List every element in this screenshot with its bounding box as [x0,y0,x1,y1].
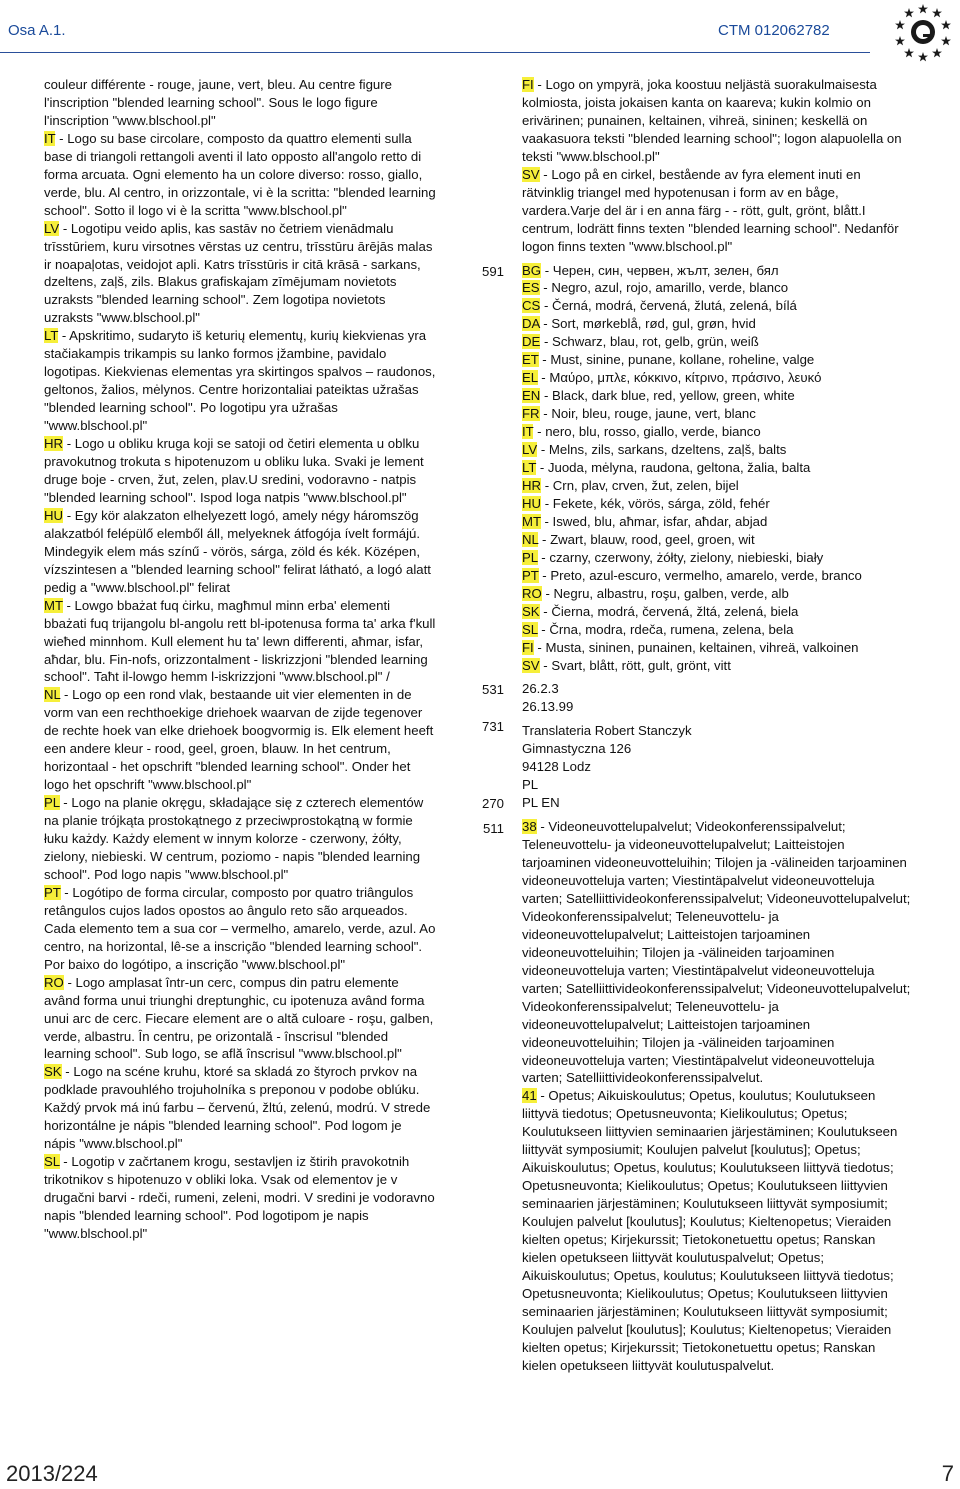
logo-description-hu: HU - Egy kör alakzaton elhelyezett logó, amely négy háromszög alakzatból felépülő elemből áll, melyeknek átfogója ívelt formájú. Mindegyik elem más színű - vörös, sárga, zöld és kék. Középen, vízszintesen a "blended learning school" felirat látható, a logó alatt pedig a "www.blschool.pl" felirat [44,507,431,595]
colour-entry-et: ET - Must, sinine, punane, kollane, roheline, valge [522,352,815,368]
logo-description-sl: SL - Logotip v začrtanem krogu, sestavljen iz štirih pravokotnih trikotnikov s hipotenuzo v obliki loka. Vsak od elementov je v drugačni barvi - rdeči, rumeni, zeleni, modri. V sredini je vodoravno napis "blended learning school". Pod logotipom je napis "www.blschool.pl" [44,1154,435,1241]
colour-entry-hr: HR - Crn, plav, crven, žut, zelen, bijel [522,477,739,493]
logo-description-pl: PL - Logo na planie okręgu, składające się z czterech elementów na planie trójkąta prostokątnego z przeciwprostokątną w formie łuku każdy. Każdy element w innym kolorze - czerwony, żółty, zielony, niebieski. W centrum, poziomo - napis "blended learning school". Pod logo napis "www.blschool.pl" [44,795,424,882]
language-code: IT [44,130,56,146]
field-number-731: 731 [481,719,504,734]
colour-entry-fr: FR - Noir, bleu, rouge, jaune, vert, blanc [522,406,756,422]
goods-and-services [522,818,912,1375]
colour-entry-lt: LT - Juoda, mėlyna, raudona, geltona, žalia, balta [522,460,811,476]
colour-list [522,262,912,675]
right-column [522,76,912,1375]
language-code: LV [44,220,60,236]
colour-entry-da: DA - Sort, mørkeblå, rød, gul, grøn, hvid [522,316,756,332]
colour-entry-pl: PL - czarny, czerwony, żółty, zielony, niebieski, biały [522,549,824,565]
colour-entry-de: DE - Schwarz, blau, rot, gelb, grün, weiß [522,334,759,350]
colour-entry-mt: MT - Iswed, blu, aħmar, isfar, aħdar, abjad [522,513,768,529]
logo-description-it: IT - Logo su base circolare, composto da quattro elementi sulla base di triangoli rettangoli aventi il lato opposto all'angolo retto di forma arcuata. Ogni elemento ha un colore diverso: rosso, giallo, verde, blu. Al centro, in orizzontale, vi è la scritta: "blended learning school". Sotto il logo vi è la scritta "www.blschool.pl" [44,130,436,218]
logo-description-sv: SV - Logo på en cirkel, bestående av fyra element inuti en rätvinklig triangel med hypotenusan i form av en båge, vardera.Varje del är i en anna färg - - rött, gult, grönt, blått.I centrum, lodrätt finns texten "blended learning school". Nedanför logon finns texten "www.blschool.pl" [522,166,899,254]
vienna-classification: 26.2.3 26.13.99 [522,681,574,715]
colour-entry-lv: LV - Melns, zils, sarkans, dzeltens, zaļš, balts [522,442,787,458]
language-code: HU [44,507,64,523]
logo-description-sk: SK - Logo na scéne kruhu, ktoré sa skladá zo štyroch prvkov na podklade pravouhlého trojuholníka s preponou v podobe oblúku. Každý prvok má inú farbu – červenú, žltú, zelenú, modrú. V strede horizontálne je nápis "blended learning school". Pod logom je nápis "www.blschool.pl" [44,1064,431,1152]
language-code: FI [522,77,534,92]
logo-description-ro: RO - Logo amplasat într-un cerc, compus din patru elemente având forma unui triunghi dreptunghic, cu ipotenuza având forma unui arc de cerc. Fiecare element are o altă culoare - roşu, galben, verde, albastru. În centru, pe orizontală - înscrisul "blended learning school". Sub logo, se află înscrisul "www.blschool.pl" [44,974,434,1062]
colour-entry-it: IT - nero, blu, rosso, giallo, verde, bianco [522,424,761,440]
logo-description-lt: LT - Apskritimo, sudaryto iš keturių elementų, kurių kiekvienas yra stačiakampis trikampis su lanko formos įžambine, pavidalo logotipas. Kiekvienas elementas yra skirtingos spalvos – raudonos, geltonos, žalios, mėlynos. Centre horizontaliai pateiktas užrašas "blended learning school". Po logotipu yra užrašas "www.blschool.pl" [44,328,436,434]
colour-entry-hu: HU - Fekete, kék, vörös, sárga, zöld, fehér [522,495,770,511]
page-header-ctm-number: CTM 012062782 [718,22,830,39]
language-code: NL [44,687,61,703]
logo-description-mt: MT - Lowgo bbażat fuq ċirku, magħmul minn erba' elementi bbażati fuq trijangolu bl-angolu rett bl-ipotenusa forma ta' arka f'kull wieħed minnhom. Kull element hu ta' lewn differenti, aħmar, isfar, aħdar, blu. Fin-nofs, orizzontalment - liskrizzjoni "blended learning school". Taħt il-lowgo hemm l-iskrizzjoni "www.blschool.pl" / [44,597,436,685]
footer-page-number: 7 [941,1461,954,1486]
class-41-entry: 41 - Opetus; Aikuiskoulutus; Opetus, koulutus; Koulutukseen liittyvä tiedotus; Opetusneuvonta; Kielikoulutus; Opetus; Koulutukseen liittyvien seminaarien järjestäminen; Koulutukseen liittyvät symposiumit; Koulujen palvelut [koulutus]; Opetus; Aikuiskoulutus; Opetus, koulutus; Koulutukseen liittyvä tiedotus; Opetusneuvonta; Kielikoulutus; Opetus; Koulutukseen liittyvien seminaarien järjestäminen; Koulutukseen liittyvät symposiumit; Koulujen palvelut [koulutus]; Koulutus; Kieltenopetus; Vieraiden kielten opetus; Kirjekurssit; Tietokonetuettu opetus; Ranskan kielen opetukseen liittyvät koulutuspalvelut; Opetus; Aikuiskoulutus; Opetus, koulutus; Koulutukseen liittyvä tiedotus; Opetusneuvonta; Kielikoulutus; Opetus; Koulutukseen liittyvien seminaarien järjestäminen; Koulutukseen liittyvät symposiumit; Koulujen palvelut [koulutus]; Koulutus; Kieltenopetus; Vieraiden kielten opetus; Kirjekurssit; Tietokonetuettu opetus; Ranskan kielen opetukseen liittyvät koulutuspalvelut. [522,1088,898,1373]
colour-entry-en: EN - Black, dark blue, red, yellow, green, white [522,388,795,404]
logo-description-hr: HR - Logo u obliku kruga koji se satoji od četiri elementa u oblku pravokutnog trokuta s hipotenuzom u obliku luka. Svaki je lement druge boje - crven, žut, zelen, plav.U sredini, vodoravno - natpis "blended learning school". Ispod loga natpis "www.blschool.pl" [44,436,424,505]
language-code: SV [522,166,540,182]
language-code: SL [44,1154,60,1170]
language-code: SK [44,1064,62,1080]
language-code: RO [44,974,64,990]
logo-description-pt: PT - Logótipo de forma circular, composto por quatro triângulos retângulos cujos lados opostos ao ângulo reto são arqueados. Cada elemento tem a sua cor – vermelho, amarelo, verde, azul. Ao centro, na horizontal, lê-se a inscrição "blended learning school". Por baixo do logótipo, a inscrição "www.blschool.pl" [44,884,436,972]
language-code: PT [44,884,61,900]
language-code: LT [44,328,59,344]
footer-bulletin-number: 2013/224 [6,1461,98,1486]
left-column [44,76,436,1243]
header-rule [0,52,870,53]
language-code: HR [44,436,64,452]
colour-entry-es: ES - Negro, azul, rojo, amarillo, verde, blanco [522,280,789,296]
colour-entry-bg: BG - Черен, син, червен, жълт, зелен, бял [522,262,779,278]
colour-entry-ro: RO - Negru, albastru, roşu, galben, verde, alb [522,585,789,601]
colour-entry-pt: PT - Preto, azul-escuro, vermelho, amarelo, verde, branco [522,567,862,583]
logo-description-lv: LV - Logotipu veido aplis, kas sastāv no četriem vienādmalu trīsstūriem, kuru virsotnes vērstas uz centru, trīsstūru ārējās malas ir noapaļotas, veidojot apli. Katrs trīsstūris ir citā krāsā - sarkans, dzeltens, zaļš, zils. Blakus grafiskajam zīmējumam novietots uzraksts "blended learning school". Zem logotipa novietots uzraksts "www.blschool.pl" [44,220,433,326]
colour-entry-sv: SV - Svart, blått, rött, gult, grönt, vitt [522,657,731,673]
field-number-270: 270 [481,796,504,811]
language-code: PL [44,795,60,811]
colour-entry-fi: FI - Musta, sininen, punainen, keltainen, vihreä, valkoinen [522,639,859,655]
field-number-511: 511 [482,821,504,836]
class-38-entry: 38 - Videoneuvottelupalvelut; Videokonferenssipalvelut; Teleneuvottelu- ja videoneuvottelupalvelut; Laitteistojen tarjoaminen videoneuvotteluihin; Tilojen ja -välineiden tarjoaminen videoneuvotteluja varten; Viestintäpalvelut videoneuvotteluja varten; Satelliittivideokonferenssipalvelut; Videoneuvottelupalvelut; Videokonferenssipalvelut; Teleneuvottelu- ja videoneuvottelupalvelut; Laitteistojen tarjoaminen videoneuvotteluihin; Tilojen ja -välineiden tarjoaminen videoneuvotteluja varten; Viestintäpalvelut videoneuvotteluja varten; Satelliittivideokonferenssipalvelut; Videoneuvottelupalvelut; Videokonferenssipalvelut; Teleneuvottelu- ja videoneuvottelupalvelut; Laitteistojen tarjoaminen videoneuvotteluihin; Tilojen ja -välineiden tarjoaminen videoneuvotteluja varten; Viestintäpalvelut videoneuvotteluja varten; Satelliittivideokonferenssipalvelut. [522,819,911,1086]
left-intro-paragraph: couleur différente - rouge, jaune, vert, bleu. Au centre figure l'inscription "blended learning school". Sous le logo figure l'inscription "www.blschool.pl" [44,77,392,128]
field-number-531: 531 [481,682,504,697]
representative-address: Translateria Robert Stanczyk Gimnastyczna 126 94128 Lodz PL [522,723,692,793]
colour-entry-el: EL - Μαύρο, μπλε, κόκκινο, κίτρινο, πράσινο, λευκό [522,370,822,386]
colour-entry-cs: CS - Černá, modrá, červená, žlutá, zelená, bílá [522,298,797,314]
language-code: MT [44,597,63,613]
colour-entry-sk: SK - Čierna, modrá, červená, žltá, zelená, biela [522,603,799,619]
logo-description-fi: FI - Logo on ympyrä, joka koostuu neljästä suorakulmaisesta kolmiosta, joista jokaisen kanta on kaareva; kukin kolmio on erivärinen; punainen, keltainen, vihreä, sininen; keskellä on vaakasuora teksti "blended learning school"; logon alapuolella on teksti "www.blschool.pl" [522,77,902,164]
colour-entry-sl: SL - Črna, modra, rdeča, rumena, zelena, bela [522,621,794,637]
languages-value: PL EN [522,795,560,811]
eu-emblem-icon [891,0,955,64]
colour-entry-nl: NL - Zwart, blauw, rood, geel, groen, wit [522,531,755,547]
page-header-section: Osa A.1. [8,22,66,39]
field-number-591: 591 [481,264,504,279]
logo-description-nl: NL - Logo op een rond vlak, bestaande uit vier elementen in de vorm van een rechthoekige driehoek waarvan de zijde tegenover de rechte hoek van elke driehoek boogvormig is. Elk element heeft een andere kleur - rood, geel, groen, blauw. In het centrum, horizontaal - het opschrift "blended learning school". Onder het logo het opschrift "www.blschool.pl" [44,687,434,793]
